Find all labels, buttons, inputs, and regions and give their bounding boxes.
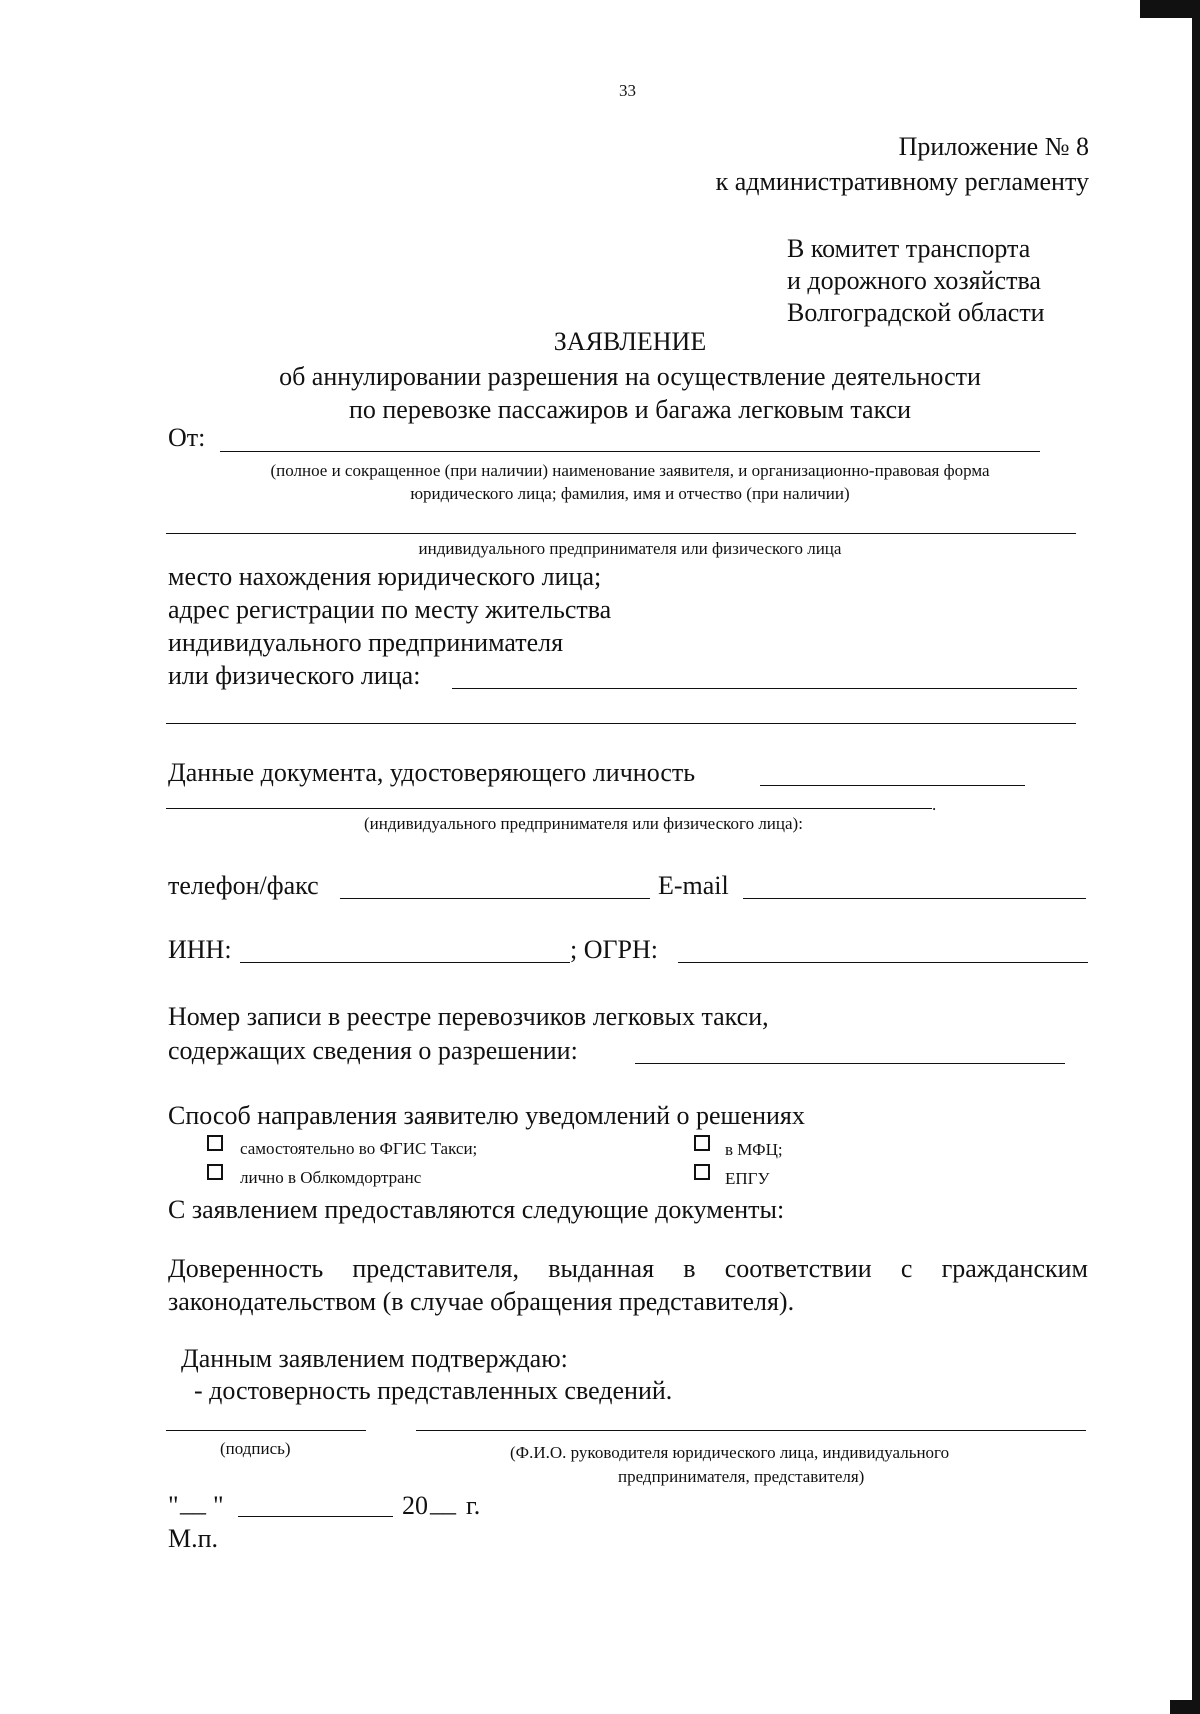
phone-label: телефон/факс bbox=[168, 871, 319, 900]
addressee-line1: В комитет транспорта bbox=[787, 234, 1031, 263]
confirmation-line1: Данным заявлением подтверждаю: bbox=[181, 1344, 568, 1373]
date-day-blank[interactable]: __ bbox=[180, 1488, 206, 1517]
document-title: ЗАЯВЛЕНИЕ bbox=[553, 327, 707, 356]
fullname-input-line[interactable] bbox=[416, 1430, 1086, 1431]
email-input-line[interactable] bbox=[743, 898, 1086, 899]
option-epgu-label: ЕПГУ bbox=[725, 1169, 770, 1188]
id-document-hint: (индивидуального предпринимателя или физического лица): bbox=[364, 814, 803, 833]
scan-edge-right bbox=[1192, 0, 1200, 1714]
title-line1: об аннулировании разрешения на осуществление деятельности bbox=[279, 362, 981, 391]
appendix-line2: к административному регламенту bbox=[715, 167, 1089, 196]
documents-para-line1: Доверенность представителя, выданная в соответствии с гражданским bbox=[168, 1254, 1088, 1283]
date-quote-open: " bbox=[168, 1491, 179, 1520]
date-quote-close: " bbox=[213, 1491, 224, 1520]
id-document-period: . bbox=[932, 795, 937, 814]
documents-heading: С заявлением предоставляются следующие документы: bbox=[168, 1195, 785, 1224]
signature-input-line[interactable] bbox=[166, 1430, 366, 1431]
checkbox-epgu[interactable] bbox=[694, 1164, 710, 1180]
date-month-input-line[interactable] bbox=[238, 1516, 393, 1517]
from-input-line[interactable] bbox=[220, 451, 1040, 452]
from-hint-line1: (полное и сокращенное (при наличии) наименование заявителя, и организационно-правовая форма bbox=[270, 461, 990, 480]
email-label: E-mail bbox=[658, 871, 729, 900]
checkbox-oblkomdortrans[interactable] bbox=[207, 1164, 223, 1180]
checkbox-fgis[interactable] bbox=[207, 1135, 223, 1151]
address-input-line[interactable] bbox=[452, 688, 1077, 689]
documents-para-line2: законодательством (в случае обращения представителя). bbox=[168, 1287, 795, 1316]
from-input-line2[interactable] bbox=[166, 533, 1076, 534]
scan-edge-bottom bbox=[1170, 1700, 1200, 1714]
id-document-label: Данные документа, удостоверяющего личность bbox=[168, 758, 696, 787]
appendix-line1: Приложение № 8 bbox=[898, 132, 1089, 161]
addressee-line2: и дорожного хозяйства bbox=[787, 266, 1041, 295]
from-label: От: bbox=[168, 423, 206, 452]
address-input-line2[interactable] bbox=[166, 723, 1076, 724]
scan-edge-top bbox=[1140, 0, 1200, 18]
date-year-suffix: г. bbox=[466, 1491, 481, 1520]
option-oblkomdortrans-label: лично в Облкомдортранс bbox=[240, 1168, 422, 1187]
registry-line1: Номер записи в реестре перевозчиков легковых такси, bbox=[168, 1002, 769, 1031]
id-document-input-line2[interactable] bbox=[166, 808, 932, 809]
date-year-blank[interactable]: __ bbox=[430, 1488, 456, 1517]
date-year-prefix: 20 bbox=[402, 1491, 428, 1520]
addressee-line3: Волгоградской области bbox=[787, 298, 1045, 327]
notification-heading: Способ направления заявителю уведомлений о решениях bbox=[168, 1101, 805, 1130]
title-line2: по перевозке пассажиров и багажа легковым такси bbox=[348, 395, 912, 424]
ogrn-input-line[interactable] bbox=[678, 962, 1088, 963]
page-number: 33 bbox=[619, 81, 636, 100]
registry-line2: содержащих сведения о разрешении: bbox=[168, 1036, 578, 1065]
fullname-label-line2: предпринимателя, представителя) bbox=[618, 1467, 865, 1486]
stamp-place: М.п. bbox=[168, 1524, 219, 1553]
fullname-label-line1: (Ф.И.О. руководителя юридического лица, индивидуального bbox=[510, 1443, 950, 1462]
signature-label: (подпись) bbox=[220, 1439, 291, 1458]
address-line3: индивидуального предпринимателя bbox=[168, 628, 564, 657]
address-line4: или физического лица: bbox=[168, 661, 421, 690]
from-hint-line2: юридического лица; фамилия, имя и отчество (при наличии) bbox=[410, 484, 850, 503]
address-line1: место нахождения юридического лица; bbox=[168, 562, 602, 591]
phone-input-line[interactable] bbox=[340, 898, 650, 899]
inn-input-line[interactable] bbox=[240, 962, 570, 963]
from-hint-line3: индивидуального предпринимателя или физического лица bbox=[418, 539, 842, 558]
id-document-input-line[interactable] bbox=[760, 785, 1025, 786]
confirmation-line2: - достоверность представленных сведений. bbox=[194, 1376, 673, 1405]
option-mfc-label: в МФЦ; bbox=[725, 1140, 783, 1159]
registry-input-line[interactable] bbox=[635, 1063, 1065, 1064]
checkbox-mfc[interactable] bbox=[694, 1135, 710, 1151]
address-line2: адрес регистрации по месту жительства bbox=[168, 595, 612, 624]
inn-label: ИНН: bbox=[168, 935, 232, 964]
ogrn-label: ; ОГРН: bbox=[570, 935, 658, 964]
option-fgis-label: самостоятельно во ФГИС Такси; bbox=[240, 1139, 478, 1158]
